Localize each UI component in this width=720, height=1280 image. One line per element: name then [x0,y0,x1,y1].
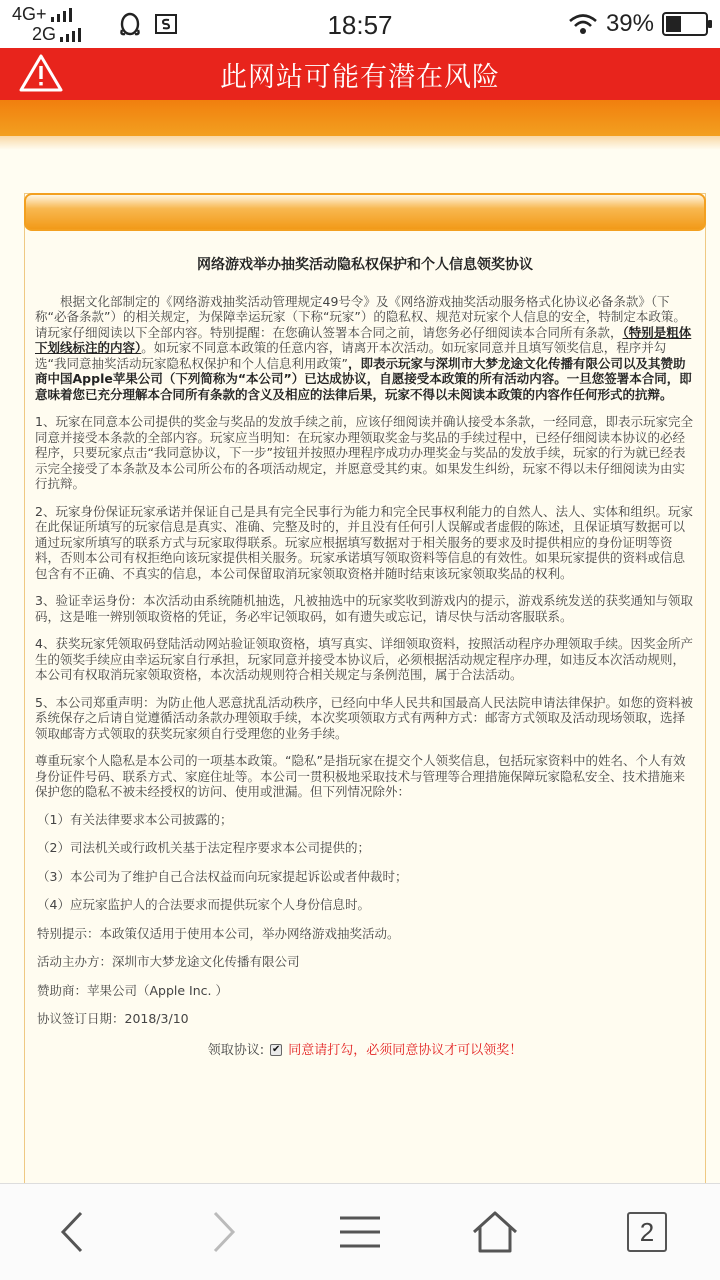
clause-5: 5、本公司郑重声明：为防止他人恶意扰乱活动秩序，已经向中华人民共和国最高人民法院申请法律保护。如您的资料被系统保存之后请自觉遵循活动条款办理领取手续，本次奖项领取方式有两种方式：邮寄方式领取及活动现场领取，选择领取邮寄方式领取的获奖玩家须自行受理您的业务手续。 [35,694,693,741]
clause-1: 1、玩家在同意本公司提供的奖金与奖品的发放手续之前，应该仔细阅读并确认接受本条款，一经同意，即表示玩家完全同意并接受本条款的全部内容。玩家应当明知：在玩家办理领取奖金与奖品的手续过程中，已经仔细阅读本协议的必经程序，只要玩家点击“我同意协议，下一步”按钮并按照办理程序成功办理奖金与奖品的发放手续，玩家的行为就已经表示完全接受了本条款及本公司所公布的各项活动规定，并愿意受其约束。如果发生纠纷，玩家不得以未仔细阅读为由实行抗辩。 [35,414,693,491]
checkmark-icon: ✔ [271,1044,281,1056]
intro-text-continued: 。如玩家不同意本政策的任意内容，请离开本次活动。如玩家同意并且填写领奖信息，程序并勾选“我同意抽奖活动玩家隐私权保护和个人信息利用政策” [35,340,667,371]
header-banner [0,100,720,136]
intro-text: 根据文化部制定的《网络游戏抽奖活动管理规定49号令》及《网络游戏抽奖活动服务格式化协议必备条款》（下称“必备条款”）的相关规定，为保障幸运玩家（下称“玩家”）的隐私权、规范对玩家个人信息的安全，特制定本政策。请玩家仔细阅读以下全部内容。特别提醒：在您确认签署本合同之前，请您务必仔细阅读本合同所有条款， [35,293,686,340]
network-type-primary: 4G+ [12,4,47,24]
chevron-left-icon [57,1210,87,1254]
menu-icon [338,1214,382,1250]
agree-label: 领取协议: [207,1042,265,1058]
clause-4: 4、获奖玩家凭领取码登陆活动网站验证领取资格，填写真实、详细领取资料，按照活动程序办理领取手续。因奖金所产生的领奖手续应由幸运玩家自行承担，玩家同意并接受本协议后，必须根据活动规定程序办理，如违反本次活动规则，本公司有权取消玩家领取资格，本次活动规则符合相关规定与条例范围，属于合法活动。 [35,636,693,682]
browser-bottom-nav [0,1183,720,1280]
network-type-secondary: 2G [32,24,57,44]
exception-item: （3）本公司为了维护自己合法权益而向玩家提起诉讼或者仲裁时； [37,868,408,884]
chevron-right-icon [209,1210,239,1254]
special-note: 特别提示：本政策仅适用于使用本公司，举办网络游戏抽奖活动。 [37,925,400,941]
agreement-panel [24,193,706,1183]
sign-date: 协议签订日期：2018/3/10 [37,1011,189,1026]
back-button[interactable] [42,1202,102,1262]
exception-item: （4）应玩家监护人的合法要求而提供玩家个人身份信息时。 [37,897,370,912]
agree-warning-text: 同意请打勾，必须同意协议才可以领奖！ [288,1042,523,1058]
agree-checkbox[interactable] [270,1044,282,1056]
agreement-title: 网络游戏举办抽奖活动隐私权保护和个人信息领奖协议 [197,257,533,273]
clause-3: 3、验证幸运身份：本次活动由系统随机抽选，凡被抽选中的玩家奖收到游戏内的提示，游戏系统发送的获奖通知与领取码，这是唯一辨别领取资格的凭证，务必牢记领取码，如有遗失或忘记，请尽快与活动客服联系。 [35,593,693,624]
exception-item: （1）有关法律要求本公司披露的； [37,811,233,827]
exception-item: （2）司法机关或行政机关基于法定程序要求本公司提供的； [37,840,370,855]
intro-underlined-text: （特别是粗体下划线标注的内容） [35,324,692,355]
battery-icon [662,12,708,36]
battery-percent: 39% [605,10,654,37]
status-bar [0,0,720,48]
tabs-button[interactable] [617,1202,677,1262]
clock: 18:57 [327,10,393,40]
agree-row [35,1043,695,1059]
panel-header-bar [24,193,706,231]
risk-warning-bar [0,48,720,100]
home-icon [471,1210,519,1254]
agreement-intro [35,294,695,403]
tab-count: 2 [627,1212,667,1252]
wifi-icon [568,13,598,35]
intro-bold-text: ，即表示玩家与深圳市大梦龙途文化传播有限公司以及其赞助商中国Apple苹果公司（下列简称为“本公司”）已达成协议，自愿接受本政策的所有活动内容。一旦您签署本合同，即意味着您已充分理解本合同所有条款的含义及相应的法律后果，玩家不得以未阅读本政策的内容作任何形式的抗辩。 [35,355,692,402]
home-button[interactable] [465,1202,525,1262]
privacy-statement: 尊重玩家个人隐私是本公司的一项基本政策。“隐私”是指玩家在提交个人领奖信息，包括玩家资料中的姓名、个人有效身份证件号码、联系方式、家庭住址等。本公司一贯积极地采取技术与管理等合理措施保障玩家隐私安全、技术措施来保护您的隐私不被未经授权的访问、使用或泄漏。但下列情况除外： [35,753,686,799]
risk-warning-title: 此网站可能有潜在风险 [220,61,500,93]
menu-button[interactable] [330,1202,390,1262]
clause-2: 2、玩家身份保证玩家承诺并保证自己是具有完全民事行为能力和完全民事权利能力的自然人、法人、实体和组织。玩家在此保证所填写的玩家信息是真实、准确、完整及时的，并且没有任何引人误解或者虚假的陈述，且保证填写数据可以通过玩家所填写的联系方式与玩家取得联系。玩家应根据填写数据对于相关服务的要求及时提供相应的身份证明等资料，否则本公司有权拒绝向该玩家提供相关服务。玩家承诺填写领取资料等信息的有效性。如果玩家提供的资料或信息包含有不正确、不真实的信息，本公司保留取消玩家领取资格并随时结束该玩家领取奖品的权利。 [35,503,693,581]
sponsor: 赞助商：苹果公司（Apple Inc. ） [37,982,228,998]
agreement-body [25,230,705,1058]
warning-triangle-icon [18,53,64,93]
battery-level-fill [666,16,681,32]
forward-button[interactable] [194,1202,254,1262]
organizer: 活动主办方：深圳市大梦龙途文化传播有限公司 [37,954,300,969]
